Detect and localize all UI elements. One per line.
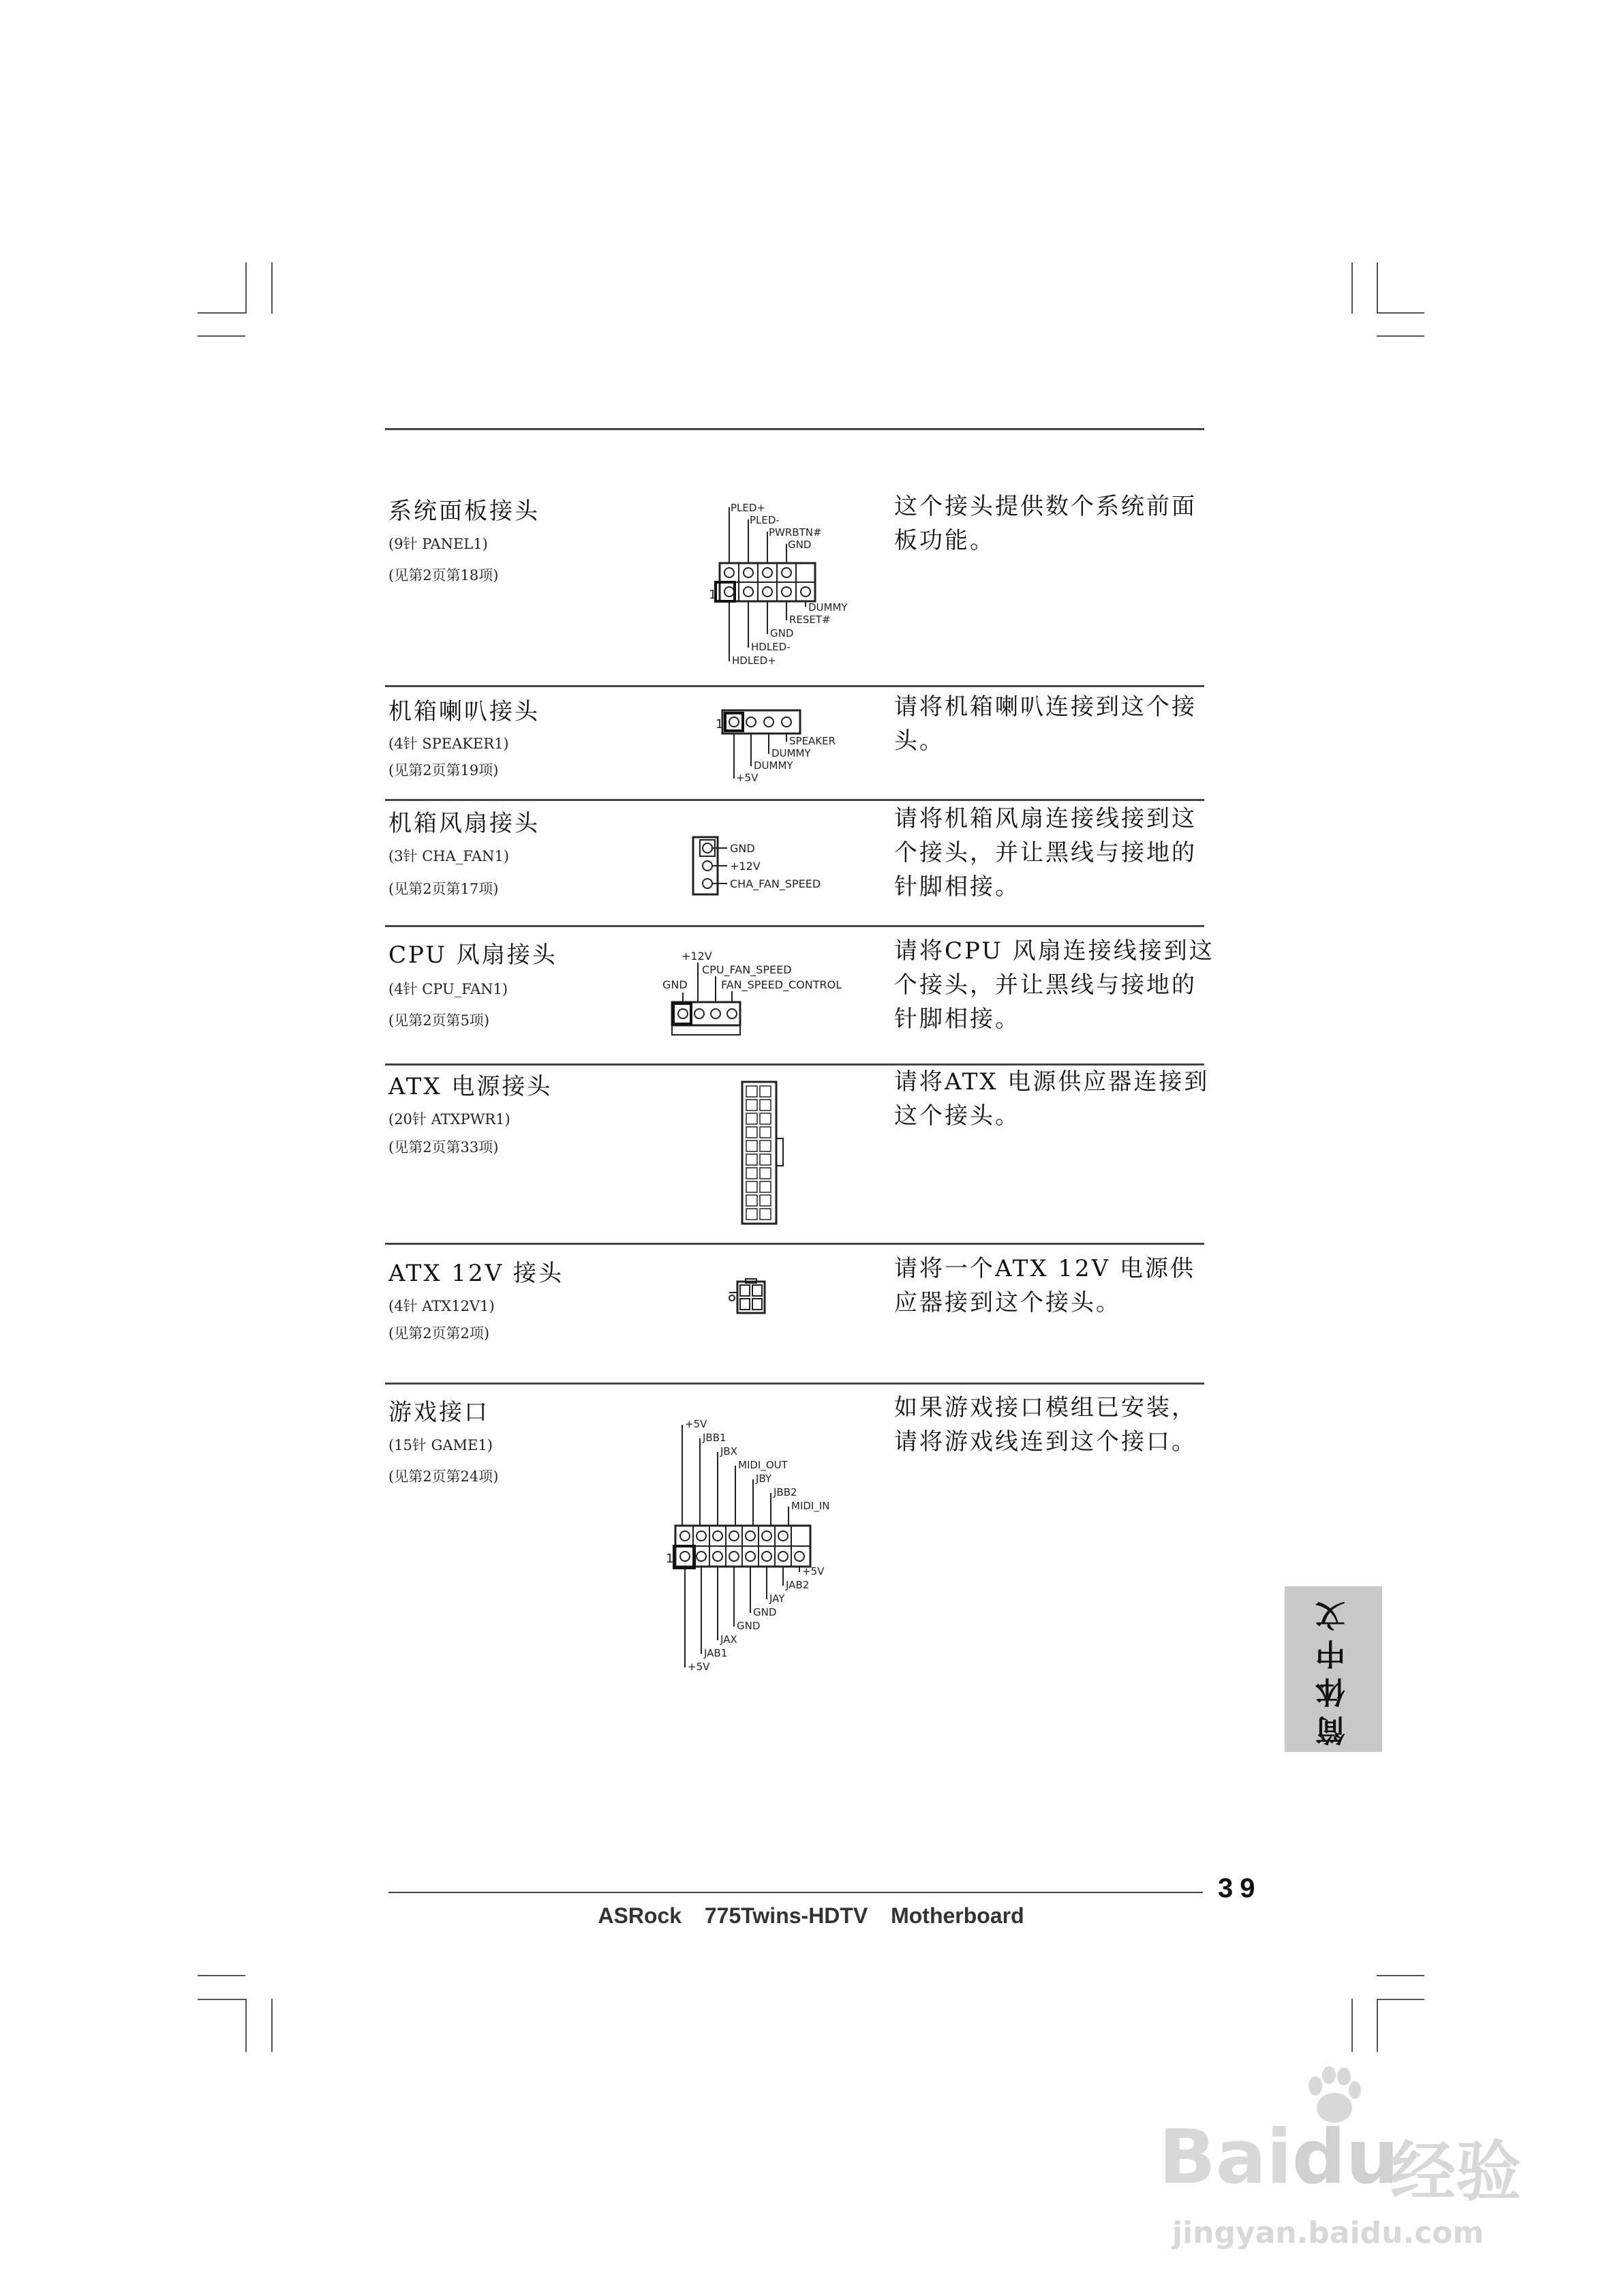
crop-mark — [1377, 262, 1378, 314]
atx12v-connector-diagram — [728, 1278, 776, 1318]
row-desc: 请将一个ATX 12V 电源供应器接到这个接头。 — [894, 1255, 1196, 1316]
crop-mark — [245, 1999, 247, 2052]
crop-mark — [198, 312, 245, 314]
footer-brand: ASRock 775Twins-HDTV Motherboard — [598, 1903, 1024, 1928]
pin-label: GND — [730, 842, 755, 855]
watermark-url: jingyan.baidu.com — [1172, 2216, 1484, 2250]
cpu-fan-header-diagram — [656, 946, 860, 1038]
row-ref: (见第2页第19项) — [388, 762, 499, 779]
pin-label: +12V — [682, 950, 712, 963]
pin-label: JBY — [756, 1472, 772, 1485]
row-ref: (见第2页第18项) — [388, 567, 499, 584]
row-divider — [385, 685, 1204, 687]
footer-rule — [388, 1892, 1203, 1893]
crop-mark — [1377, 312, 1424, 314]
pin-label: PWRBTN# — [769, 526, 822, 539]
row-title: ATX 电源接头 — [388, 1073, 553, 1100]
language-label: 简体中文 — [1315, 1592, 1351, 1746]
row-pins: (4针 CPU_FAN1) — [388, 981, 508, 997]
pin-label: +5V — [685, 1418, 707, 1430]
row-pins: (20针 ATXPWR1) — [388, 1111, 510, 1128]
row-title: 游戏接口 — [388, 1399, 489, 1426]
crop-mark — [271, 1999, 273, 2052]
pin-label: GND — [753, 1606, 777, 1618]
pin-label: +5V — [802, 1565, 825, 1577]
crop-mark — [271, 262, 273, 314]
panel-header-diagram — [702, 498, 872, 675]
pin-label: CHA_FAN_SPEED — [730, 877, 821, 890]
pin-label: HDLED- — [751, 641, 791, 653]
row-ref: (见第2页第24项) — [388, 1468, 499, 1485]
row-desc: 请将ATX 电源供应器连接到这个接头。 — [894, 1068, 1210, 1130]
row-title: 机箱风扇接头 — [388, 810, 540, 837]
row-desc: 请将机箱喇叭连接到这个接头。 — [894, 693, 1197, 755]
page-number: 39 — [1218, 1873, 1262, 1903]
pin-label: JBB2 — [774, 1486, 797, 1498]
row-title: ATX 12V 接头 — [388, 1260, 564, 1287]
atx-power-connector-diagram — [739, 1081, 794, 1227]
svg-text:1: 1 — [716, 717, 724, 731]
speaker-header-diagram — [709, 706, 859, 795]
svg-text:1: 1 — [666, 1552, 674, 1566]
pin-label: CPU_FAN_SPEED — [702, 963, 792, 976]
pin-label: HDLED+ — [732, 654, 776, 667]
watermark-brand-cn: 经验 — [1390, 2134, 1521, 2210]
game-port-header-diagram — [664, 1417, 862, 1689]
pin-label: JAB1 — [704, 1647, 728, 1659]
row-desc: 请将机箱风扇连接线接到这个接头，并让黑线与接地的针脚相接。 — [894, 805, 1197, 901]
row-divider — [385, 799, 1204, 801]
pin-label: PLED+ — [731, 502, 765, 514]
pin-label: JAX — [720, 1633, 737, 1646]
pin-label: RESET# — [789, 614, 831, 626]
row-divider — [385, 925, 1204, 927]
row-pins: (15针 GAME1) — [388, 1437, 493, 1453]
svg-text:1: 1 — [709, 588, 717, 602]
row-ref: (见第2页第17项) — [388, 881, 499, 897]
pin-label: DUMMY — [771, 747, 811, 759]
row-ref: (见第2页第5项) — [388, 1012, 490, 1029]
pin-label: MIDI_OUT — [738, 1459, 788, 1471]
pin-label: +5V — [688, 1661, 710, 1673]
row-divider — [385, 1383, 1204, 1385]
row-pins: (4针 ATX12V1) — [388, 1298, 495, 1314]
crop-mark — [1377, 335, 1424, 337]
baidu-watermark — [1159, 2045, 1540, 2250]
crop-mark — [245, 262, 247, 314]
pin-label: JAB2 — [786, 1579, 810, 1591]
pin-label: +12V — [730, 860, 761, 873]
pin-label: DUMMY — [754, 759, 793, 772]
pin-label: SPEAKER — [789, 735, 836, 747]
row-desc: 请将CPU 风扇连接线接到这个接头，并让黑线与接地的针脚相接。 — [894, 937, 1214, 1033]
row-desc: 如果游戏接口模组已安装，请将游戏线连到这个接口。 — [894, 1394, 1197, 1455]
crop-mark — [1377, 1999, 1424, 2000]
row-ref: (见第2页第33项) — [388, 1139, 499, 1155]
pin-label: JAY — [769, 1592, 785, 1605]
pin-label: GND — [662, 978, 688, 991]
row-title: 机箱喇叭接头 — [388, 698, 540, 725]
row-pins: (3针 CHA_FAN1) — [388, 848, 510, 864]
language-side-tab — [1285, 1586, 1382, 1752]
watermark-brand: Baidu — [1159, 2113, 1399, 2201]
pin-label: PLED- — [750, 514, 780, 526]
crop-mark — [1351, 1999, 1353, 2052]
pin-label: GND — [788, 539, 812, 551]
pin-label: GND — [737, 1620, 761, 1632]
header-rule — [385, 428, 1204, 430]
pin-label: JBB1 — [703, 1432, 726, 1444]
row-ref: (见第2页第2项) — [388, 1325, 490, 1342]
pin-label: +5V — [736, 772, 759, 784]
row-pins: (9针 PANEL1) — [388, 536, 488, 552]
row-title: 系统面板接头 — [388, 498, 540, 525]
pin-label: GND — [770, 627, 794, 639]
crop-mark — [1377, 1975, 1424, 1976]
row-title: CPU 风扇接头 — [388, 941, 557, 969]
row-pins: (4针 SPEAKER1) — [388, 736, 509, 752]
crop-mark — [1377, 1999, 1378, 2052]
chassis-fan-header-diagram — [692, 832, 876, 900]
pin-label: DUMMY — [808, 601, 848, 614]
crop-mark — [198, 1999, 245, 2000]
pin-label: FAN_SPEED_CONTROL — [721, 978, 842, 991]
crop-mark — [1351, 262, 1353, 314]
pin-label: MIDI_IN — [791, 1500, 830, 1512]
crop-mark — [198, 335, 245, 337]
pin-label: JBX — [720, 1445, 737, 1457]
row-divider — [385, 1243, 1204, 1245]
crop-mark — [198, 1975, 245, 1976]
row-desc: 这个接头提供数个系统前面板功能。 — [894, 493, 1197, 554]
